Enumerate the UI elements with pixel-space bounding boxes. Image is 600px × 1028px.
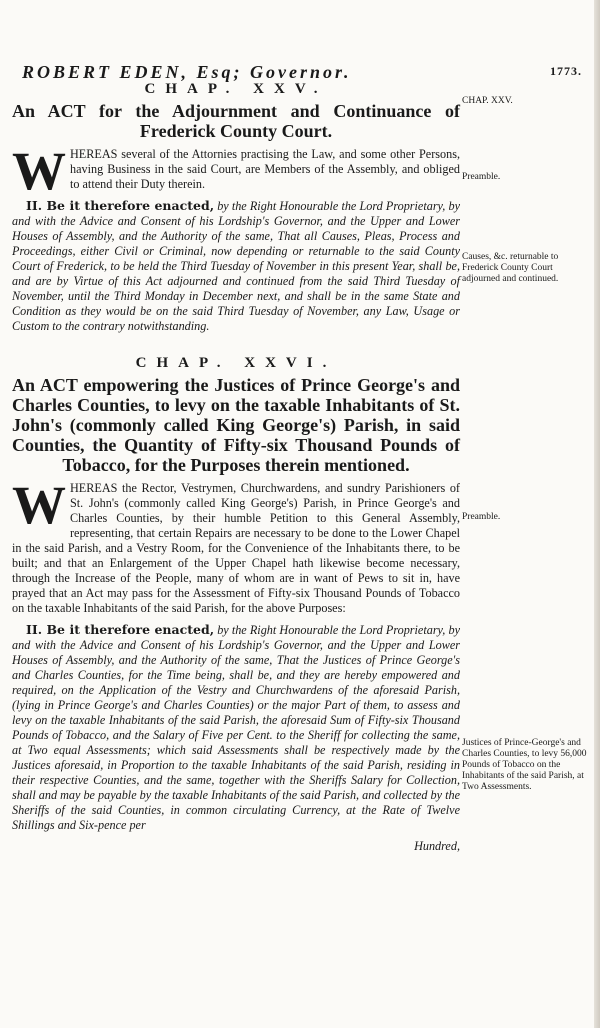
chapter-26-preamble-text: HEREAS the Rector, Vestrymen, Churchwardens, and sundry Parishioners of St. John's (commonly called King George's) Parish, in Prince George's and Charles Counties, by their humble Petition to this General Assembly, representing, that certain Repairs are necessary to be done to the Lower Chapel in the said Parish, and a Vestry Room, for the Convenience of the Inhabitants there, to be built; and that an Enlargement of the Upper Chapel hath likewise become necessary, through the Increase of the People, many of whom are in want of Pews to sit in, have prayed that an Act may pass for the Assessment of Fifty-six Thousand Pounds of Tobacco on the taxable Inhabitants of the said Parish, for the above Purposes:	[12, 481, 460, 615]
enactment-text: by the Right Honourable the Lord Proprietary, by and with the Advice and Consent of his Lordship's Governor, and the Upper and Lower Houses of Assembly, and the Authority of the same, That the Justices of Prince George's and Charles Counties, for the Time being, shall be, and they are hereby empowered and required, on the Application of the Vestry and Churchwardens of the aforesaid Parish, (lying in Prince George's and Charles Counties) or the major Part of them, to assess and levy on the taxable Inhabitants of the said Parish, the aforesaid Sum of Fifty-six Thousand Pounds of Tobacco, and the Salary of Five per Cent. to the Sheriff for collecting the same, at Two equal Assessments; which said Assessments shall be respectively made by the Justices aforesaid, in Proportion to the taxable Inhabitants of the said Parish, residing in their respective Counties, and the same, together with the Sheriffs Salary for Collection, shall and may be payable by the taxable Inhabitants of the said Parish, and collected by the Sheriffs of the said Counties, in common circulating Currency, at the Rate of Twelve Shillings and Six-pence per	[12, 623, 460, 832]
margin-notes	[462, 0, 594, 1028]
margin-preamble-2: Preamble.	[462, 512, 501, 522]
margin-chapter-ref: CHAP. XXV.	[462, 96, 513, 106]
chapter-26-enactment	[12, 622, 460, 833]
chapter-25-act-title: An ACT for the Adjournment and Continuance of Frederick County Court.	[12, 101, 460, 141]
chapter-26-heading: CHAP. XXVI.	[135, 355, 337, 371]
chapter-25-preamble-text: HEREAS several of the Attornies practising the Law, and some other Persons, having Business in the said Court, are Members of the Assembly, and obliged to attend their Duty therein.	[70, 147, 460, 191]
chapter-25-enactment	[12, 198, 460, 334]
page-edge	[594, 0, 600, 1028]
drop-cap: W	[12, 141, 66, 201]
chapter-25-heading: CHAP. XXV.	[144, 81, 328, 97]
margin-causes-note: Causes, &c. returnable to Frederick County Court adjourned and continued.	[462, 252, 559, 284]
enactment-text: by the Right Honourable the Lord Proprietary, by and with the Advice and Consent of his Lordship's Governor, and the Upper and Lower Houses of Assembly, and the Authority of the same, That all Causes, Pleas, Process and Proceedings, either Civil or Criminal, now depending or returnable to the said County Court of Frederick, to be held the Third Tuesday of November in this present Year, shall be, and are by Virtue of this Act adjourned and continued from the said Third Tuesday of November, until the Third Monday in December next, and shall be in the same State and Condition as they would be on the said Third Tuesday of November, any Law, Usage or Custom to the contrary notwithstanding.	[12, 199, 460, 333]
margin-preamble-1: Preamble.	[462, 172, 501, 182]
chapter-26-act-title: An ACT empowering the Justices of Prince George's and Charles Counties, to levy on the taxable Inhabitants of St. John's (commonly called King George's) Parish, in said Counties, the Quantity of Fifty-six Thousand Pounds of Tobacco, for the Purposes therein mentioned.	[12, 375, 460, 475]
main-text-column	[12, 60, 460, 854]
year-annotation: 1773.	[550, 64, 582, 78]
chapter-26-preamble	[12, 475, 460, 616]
drop-cap: W	[12, 475, 66, 535]
chapter-25-preamble	[12, 141, 460, 201]
enactment-heading: II. Be it therefore enacted,	[26, 622, 215, 637]
enactment-heading: II. Be it therefore enacted,	[26, 198, 215, 213]
running-head-title: ROBERT EDEN, Esq; Governor.	[22, 62, 352, 82]
catchword: Hundred,	[414, 839, 460, 853]
margin-justices-note: Justices of Prince-George's and Charles Counties, to levy 56,000 Pounds of Tobacco on the Inhabitants of the said Parish, at Two Assessments.	[462, 738, 587, 792]
